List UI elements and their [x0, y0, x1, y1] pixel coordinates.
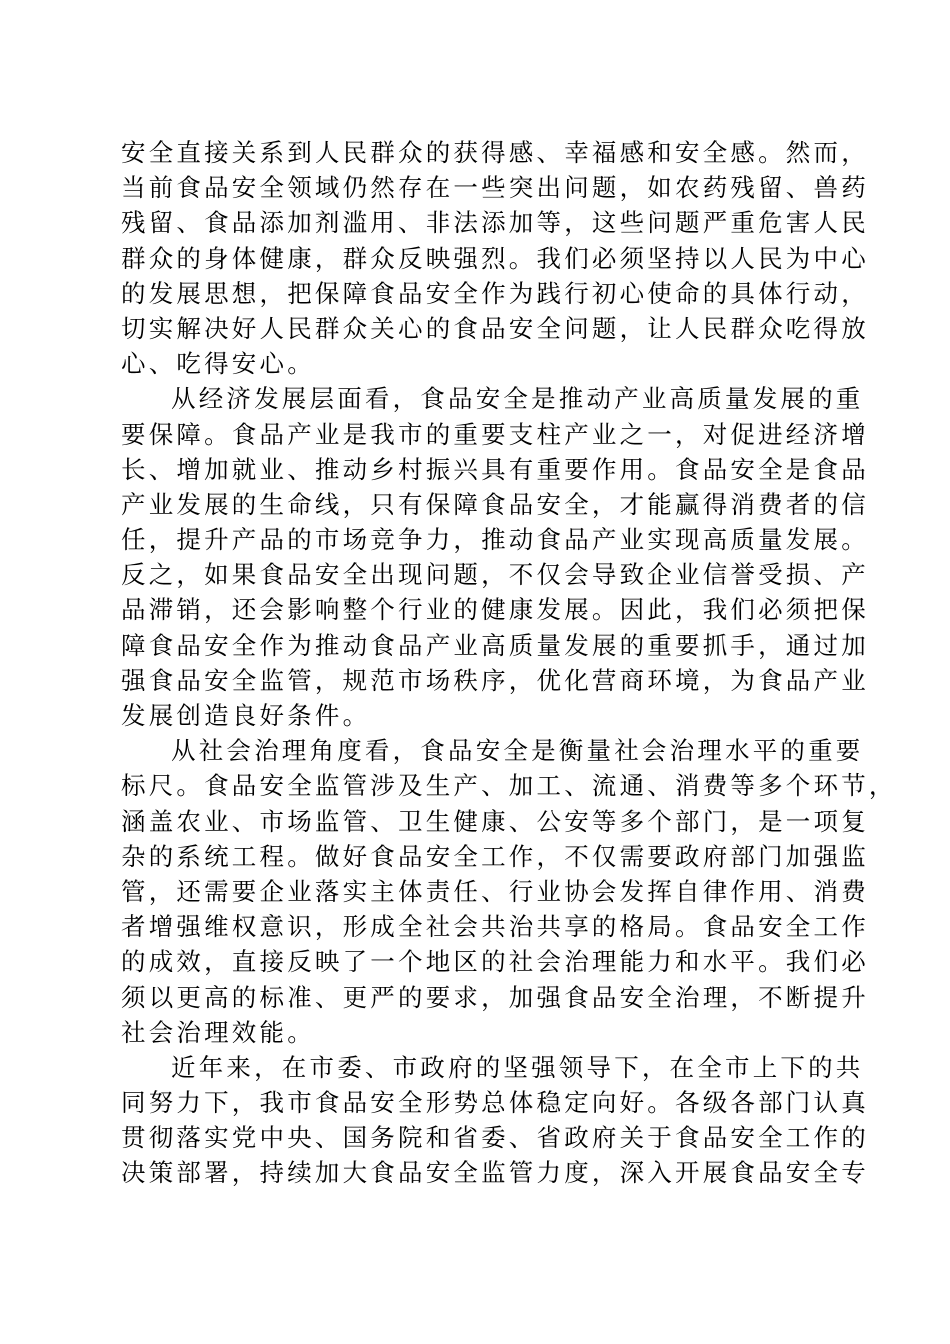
text-line: 决策部署，持续加大食品安全监管力度，深入开展食品安全专 — [121, 1158, 869, 1188]
text-line: 涵盖农业、市场监管、卫生健康、公安等多个部门，是一项复 — [121, 806, 869, 836]
text-line: 障食品安全作为推动食品产业高质量发展的重要抓手，通过加 — [121, 630, 869, 660]
text-line: 反之，如果食品安全出现问题，不仅会导致企业信誉受损、产 — [121, 560, 869, 590]
paragraph-4 — [121, 1050, 869, 1191]
text-line: 品滞销，还会影响整个行业的健康发展。因此，我们必须把保 — [121, 595, 869, 625]
document-page — [121, 135, 897, 1191]
text-line: 发展创造良好条件。 — [121, 701, 371, 730]
text-line: 社会治理效能。 — [121, 1017, 315, 1047]
text-line: 任，提升产品的市场竞争力，推动食品产业实现高质量发展。 — [121, 525, 869, 555]
text-line: 当前食品安全领域仍然存在一些突出问题，如农药残留、兽药 — [121, 173, 869, 203]
text-line: 长、增加就业、推动乡村振兴具有重要作用。食品安全是食品 — [121, 454, 869, 484]
text-line: 强食品安全监管，规范市场秩序，优化营商环境，为食品产业 — [121, 665, 869, 695]
text-line: 标尺。食品安全监管涉及生产、加工、流通、消费等多个环节， — [121, 771, 897, 801]
paragraph-1 — [121, 135, 869, 381]
text-line: 杂的系统工程。做好食品安全工作，不仅需要政府部门加强监 — [121, 841, 869, 871]
paragraph-2 — [121, 381, 869, 733]
text-line: 者增强维权意识，形成全社会共治共享的格局。食品安全工作 — [121, 912, 869, 942]
text-line: 管，还需要企业落实主体责任、行业协会发挥自律作用、消费 — [121, 876, 869, 906]
text-line: 的成效，直接反映了一个地区的社会治理能力和水平。我们必 — [121, 947, 869, 977]
paragraph-3 — [121, 733, 897, 1050]
text-line: 群众的身体健康，群众反映强烈。我们必须坚持以人民为中心 — [121, 243, 869, 273]
text-line: 的发展思想，把保障食品安全作为践行初心使命的具体行动， — [121, 278, 869, 308]
text-line: 贯彻落实党中央、国务院和省委、省政府关于食品安全工作的 — [121, 1123, 869, 1153]
text-line: 从社会治理角度看，食品安全是衡量社会治理水平的重要 — [171, 736, 864, 766]
text-line: 残留、食品添加剂滥用、非法添加等，这些问题严重危害人民 — [121, 208, 869, 238]
text-line: 同努力下，我市食品安全形势总体稳定向好。各级各部门认真 — [121, 1088, 869, 1118]
text-line: 近年来，在市委、市政府的坚强领导下，在全市上下的共 — [171, 1052, 864, 1082]
text-line: 要保障。食品产业是我市的重要支柱产业之一，对促进经济增 — [121, 419, 869, 449]
text-line: 心、吃得安心。 — [121, 349, 315, 379]
text-line: 从经济发展层面看，食品安全是推动产业高质量发展的重 — [171, 384, 864, 414]
text-line: 产业发展的生命线，只有保障食品安全，才能赢得消费者的信 — [121, 489, 869, 519]
text-line: 切实解决好人民群众关心的食品安全问题，让人民群众吃得放 — [121, 313, 869, 343]
text-line: 安全直接关系到人民群众的获得感、幸福感和安全感。然而， — [121, 138, 869, 167]
text-line: 须以更高的标准、更严的要求，加强食品安全治理，不断提升 — [121, 982, 869, 1012]
